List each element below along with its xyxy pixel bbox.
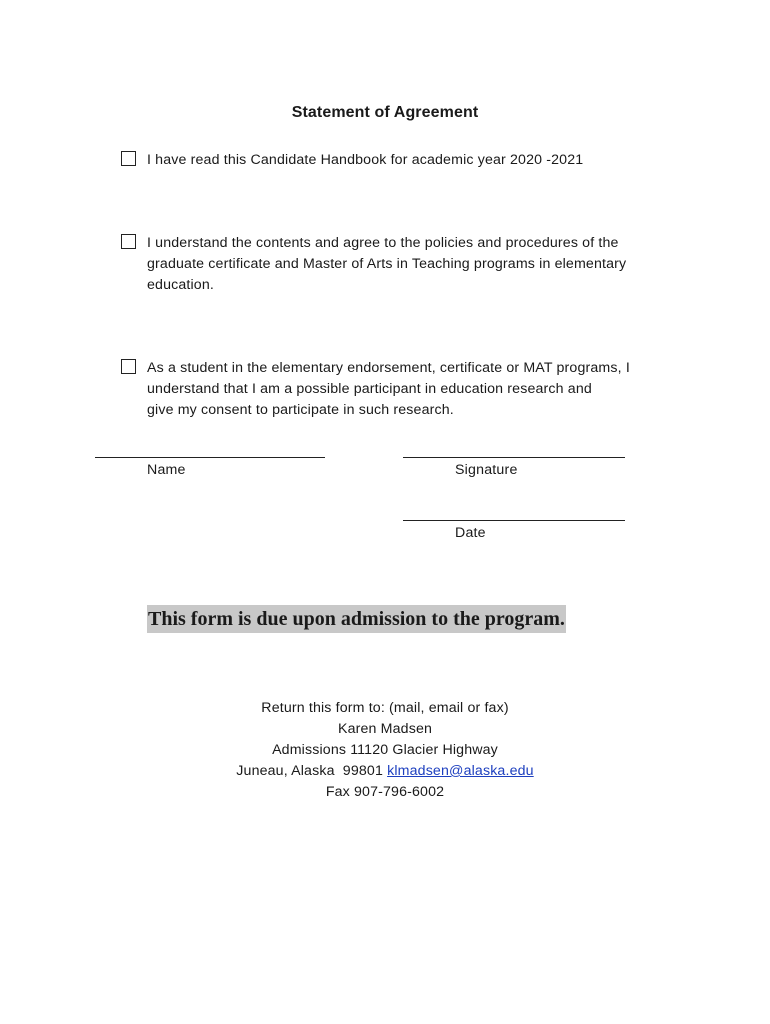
agreement-line: As a student in the elementary endorsement, certificate or MAT programs, I: [147, 360, 630, 376]
date-field-line[interactable]: [403, 520, 625, 521]
agreement-line: I understand the contents and agree to the policies and procedures of the: [147, 235, 619, 251]
signature-label: Signature: [455, 462, 518, 478]
agreement-line: I have read this Candidate Handbook for academic year 2020 -2021: [147, 152, 584, 168]
contact-name: Karen Madsen: [337, 721, 433, 737]
page-title: Statement of Agreement: [291, 104, 479, 121]
agreement-text: [147, 233, 682, 296]
email-link[interactable]: klmadsen@alaska.edu: [387, 763, 534, 779]
date-label: Date: [455, 525, 486, 541]
return-info: [0, 698, 770, 803]
policies-checkbox[interactable]: [121, 234, 136, 249]
contact-city-email: [0, 761, 770, 782]
contact-city: Juneau, Alaska 99801: [236, 763, 388, 779]
agreement-line: understand that I am a possible participant in education research and: [147, 381, 592, 397]
due-notice: This form is due upon admission to the program.: [147, 605, 566, 633]
agreement-text: [147, 358, 682, 421]
research-consent-checkbox[interactable]: [121, 359, 136, 374]
contact-fax: Fax 907-796-6002: [325, 784, 445, 800]
agreement-line: graduate certificate and Master of Arts in Teaching programs in elementary: [147, 256, 627, 272]
agreement-text: [147, 150, 682, 171]
agreement-line: give my consent to participate in such research.: [147, 402, 454, 418]
agreement-line: education.: [147, 277, 214, 293]
return-instructions: Return this form to: (mail, email or fax): [261, 700, 509, 716]
signature-field-line[interactable]: [403, 457, 625, 458]
name-label: Name: [147, 462, 186, 478]
name-field-line[interactable]: [95, 457, 325, 458]
handbook-checkbox[interactable]: [121, 151, 136, 166]
contact-address: Admissions 11120 Glacier Highway: [272, 742, 498, 758]
